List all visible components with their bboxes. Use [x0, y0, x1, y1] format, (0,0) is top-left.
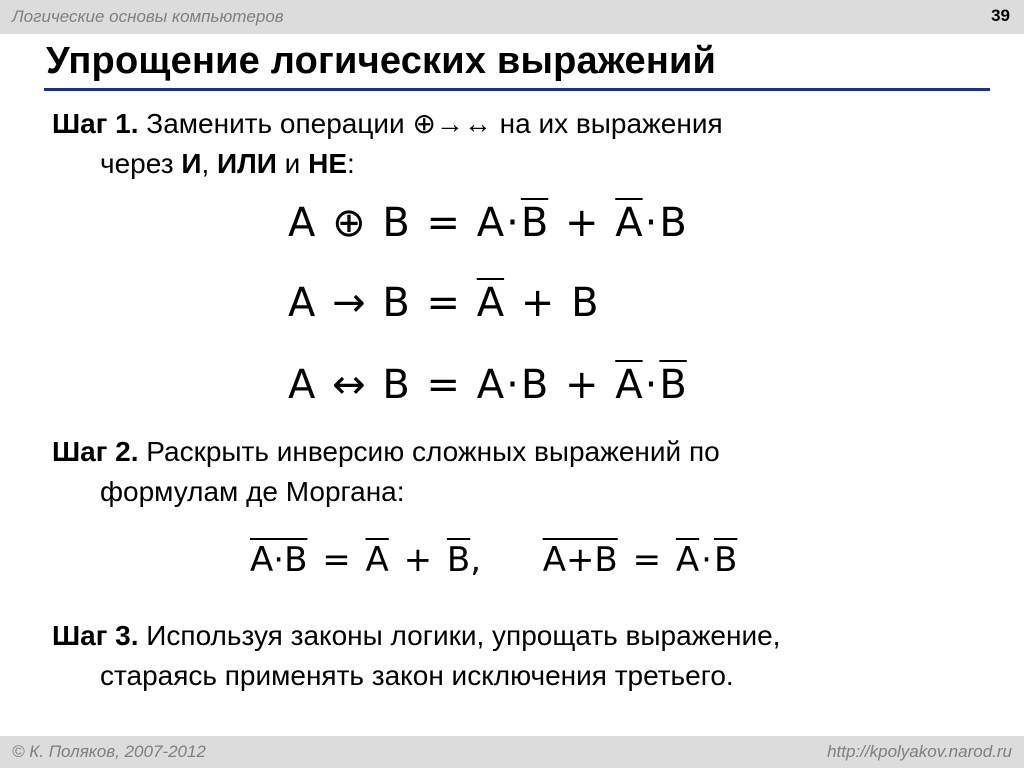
and-word: И [181, 148, 202, 179]
step-2-label: Шаг 2. [52, 436, 139, 467]
dm-r1b-negated: $\overline{B}$ [446, 540, 471, 580]
impl-op: → [332, 280, 366, 326]
equiv-t1b: B [520, 362, 549, 408]
xor-dot1: · [506, 200, 519, 246]
course-title: Логические основы компьютеров [12, 7, 284, 26]
dm-dot: · [701, 540, 712, 580]
equiv-eq: = [426, 362, 461, 408]
equiv-op: ↔ [332, 362, 366, 408]
equiv-a: A [288, 362, 316, 408]
step-1-cont-prefix: через [100, 148, 182, 179]
impl-a: A [288, 280, 316, 326]
xor-eq: = [426, 200, 461, 246]
step-1-line-2 [52, 144, 723, 184]
step-2-line-2: формулам де Моргана: [100, 476, 405, 507]
equiv-b: B [382, 362, 410, 408]
formula-de-morgan [250, 540, 737, 580]
formula-xor [288, 200, 687, 246]
step-2-text: Раскрыть инверсию сложных выражений по [138, 436, 720, 467]
xor-t1b-negated: $\overline{B}$ [520, 200, 549, 246]
step-1-label: Шаг 1. [52, 108, 139, 139]
equiv-t2a-negated: $\overline{A}$ [615, 362, 643, 408]
or-word: ИЛИ [217, 148, 277, 179]
author-credit: © К. Поляков, 2007-2012 [12, 742, 206, 761]
impl-a-negated: $\overline{A}$ [476, 280, 505, 326]
dm-lhs1-negated: A·B [250, 540, 308, 580]
slide-title: Упрощение логических выражений [46, 40, 717, 82]
step-2-line-1 [52, 432, 720, 472]
dm-comma: , [470, 540, 482, 580]
step-3-label: Шаг 3. [52, 620, 139, 651]
site-url: http://kpolyakov.narod.ru [827, 742, 1012, 761]
not-word: НЕ [308, 148, 348, 179]
mid-text: и [276, 148, 309, 179]
xor-plus: + [565, 200, 599, 246]
step-2 [52, 432, 720, 512]
step-3-line-1 [52, 616, 780, 656]
dm-r2b-negated: $\overline{B}$ [713, 540, 738, 580]
equiv-t1a: A [476, 362, 505, 408]
xor-op: ⊕ [332, 200, 366, 246]
dm-eq1: = [322, 540, 351, 580]
step-1-text: Заменить операции ⊕→↔ на их выражения [138, 108, 723, 139]
formula-implication [288, 280, 599, 326]
dm-lhs2-negated: A+B [542, 540, 618, 580]
dm-r1a-negated: $\overline{A}$ [365, 540, 389, 580]
dm-plus1: + [403, 540, 433, 580]
formula-equivalence [288, 362, 687, 408]
footer-bar [0, 736, 1024, 768]
xor-t2b: B [659, 200, 687, 246]
step-3-text: Используя законы логики, упрощать выражение, [138, 620, 781, 651]
xor-t2a-negated: $\overline{A}$ [615, 200, 643, 246]
xor-t1a: A [476, 200, 505, 246]
equiv-plus: + [565, 362, 599, 408]
impl-plus: + [520, 280, 555, 326]
page-number: 39 [991, 6, 1010, 25]
step-3-line-2: стараясь применять закон исключения третьего. [100, 660, 734, 691]
equiv-t2b-negated: $\overline{B}$ [659, 362, 687, 408]
title-underline [44, 88, 990, 91]
step-1-line-1 [52, 104, 723, 144]
impl-eq: = [426, 280, 461, 326]
equiv-dot1: · [506, 362, 519, 408]
step-3 [52, 616, 780, 696]
dm-r2a-negated: $\overline{A}$ [675, 540, 700, 580]
end-text: : [347, 148, 355, 179]
step-1 [52, 104, 723, 184]
impl-b: B [382, 280, 410, 326]
sep-text: , [201, 148, 217, 179]
dm-eq2: = [632, 540, 662, 580]
xor-dot2: · [644, 200, 658, 246]
xor-a: A [288, 200, 316, 246]
header-bar [0, 0, 1024, 34]
impl-b2: B [571, 280, 599, 326]
equiv-dot2: · [644, 362, 658, 408]
xor-b: B [382, 200, 410, 246]
